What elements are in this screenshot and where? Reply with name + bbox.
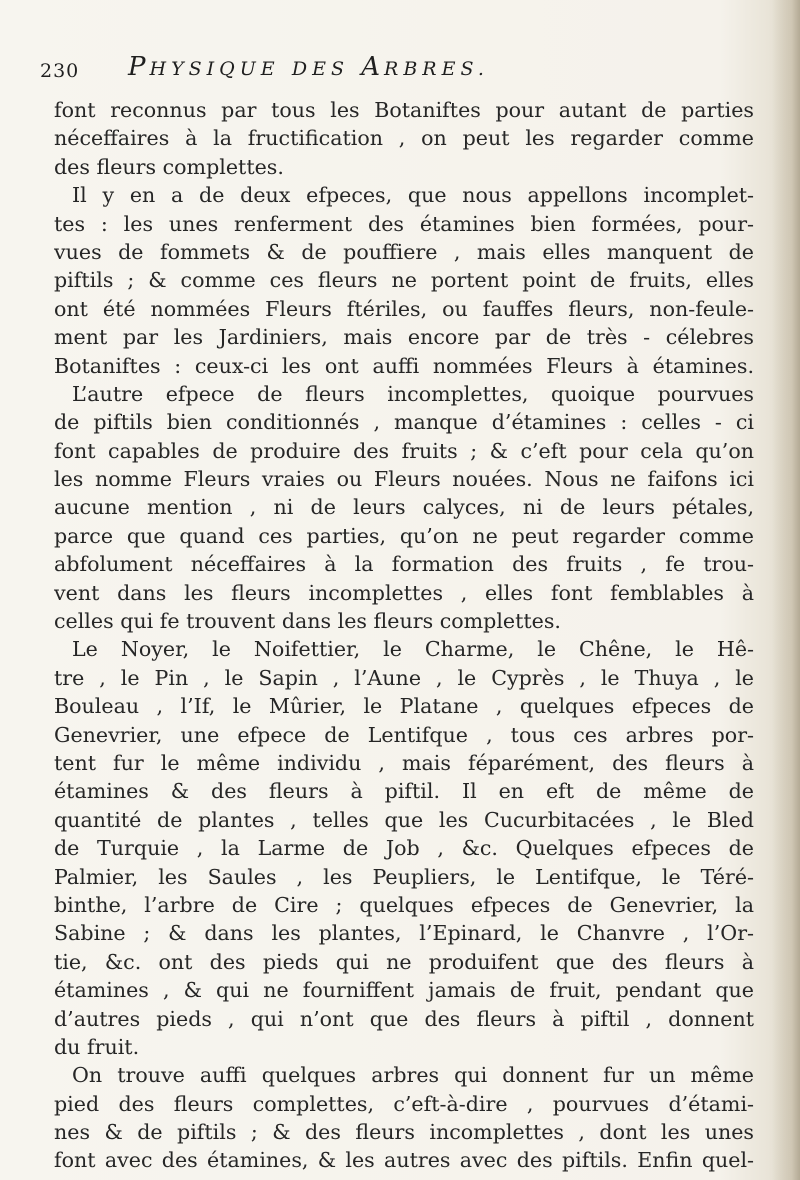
text-line: les nomme Fleurs vraies ou Fleurs nouées. Nous ne faifons ici [54,467,754,492]
text-line: Genevrier, une efpece de Lentifque , tous ces arbres por- [54,722,754,747]
text-line: piftils ; & comme ces fleurs ne portent point de fruits, elles [54,268,754,293]
text-line: tes : les unes renferment des étamines bien formées, pour- [54,211,754,236]
text-line: parce que quand ces parties, qu’on ne peut regarder comme [54,523,754,548]
text-line: étamines & des fleurs à piftil. Il en eft de même de [54,779,754,804]
text-line: néceffaires à la fructification , on peut les regarder comme [54,126,754,151]
page-edge-shadow [772,0,800,1180]
text-line: Bouleau , l’If, le Mûrier, le Platane , quelques efpeces de [54,694,754,719]
text-line: Botaniftes : ceux-ci les ont auffi nommées Fleurs à étamines. [54,353,754,378]
text-line: ment par les Jardiniers, mais encore par de très - célebres [54,325,754,350]
text-line: d’autres pieds , qui n’ont que des fleurs à piftil , donnent [54,1006,754,1031]
title-capital-p: P [128,52,150,82]
page-number: 230 [40,60,80,82]
text-line: font reconnus par tous les Botaniftes pour autant de parties [54,98,754,122]
text-line: de Turquie , la Larme de Job , &c. Quelques efpeces de [54,836,754,861]
title-word-arbres: RBRES. [384,58,489,80]
text-line: binthe, l’arbre de Cire ; quelques efpeces de Genevrier, la [54,892,754,917]
text-line: font avec des étamines, & les autres avec des piftils. Enfin quel- [54,1148,754,1173]
text-line: Palmier, les Saules , les Peupliers, le Lentifque, le Téré- [54,864,754,889]
text-line: tie, &c. ont des pieds qui ne produifent que des fleurs à [54,949,754,974]
text-line: Le Noyer, le Noifettier, le Charme, le Chêne, le Hê- [72,637,754,662]
text-line: tent fur le même individu , mais féparément, des fleurs à [54,750,754,775]
text-line: vent dans les fleurs incomplettes , elles font femblables à [54,580,754,605]
text-line: étamines , & qui ne fourniffent jamais de fruit, pendant que [54,978,754,1003]
title-capital-a: A [361,52,385,82]
text-line: pied des fleurs complettes, c’eft-à-dire , pourvues d’étami- [54,1091,754,1116]
text-line: L’autre efpece de fleurs incomplettes, quoique pourvues [72,381,754,406]
text-line: celles qui fe trouvent dans les fleurs complettes. [54,609,561,634]
title-word-physique: HYSIQUE [149,58,280,80]
text-line: tre , le Pin , le Sapin , l’Aune , le Cyprès , le Thuya , le [54,665,754,690]
text-line: abfolument néceffaires à la formation des fruits , fe trou- [54,552,754,577]
text-line: Il y en a de deux efpeces, que nous appellons incomplet- [72,183,754,208]
page-header [40,52,680,92]
text-line: vues de fommets & de pouffiere , mais elles manquent de [54,239,754,264]
text-line: font capables de produire des fruits ; & c’eft pour cela qu’on [54,438,754,463]
text-line: Sabine ; & dans les plantes, l’Epinard, le Chanvre , l’Or- [54,921,754,946]
running-title [128,52,489,82]
text-line: de piftils bien conditionnés , manque d’étamines : celles - ci [54,410,754,435]
text-line: nes & de piftils ; & des fleurs incomplettes , dont les unes [54,1120,754,1145]
title-word-des: DES [291,58,349,80]
text-line: quantité de plantes , telles que les Cucurbitacées , le Bled [54,807,754,832]
text-line: aucune mention , ni de leurs calyces, ni de leurs pétales, [54,495,754,520]
text-line: du fruit. [54,1034,140,1059]
text-line: des fleurs complettes. [54,154,284,179]
text-line: On trouve auffi quelques arbres qui donnent fur un même [72,1063,754,1088]
body-text [54,96,754,1175]
text-line: ont été nommées Fleurs ftériles, ou fauffes fleurs, non-feule- [54,296,754,321]
